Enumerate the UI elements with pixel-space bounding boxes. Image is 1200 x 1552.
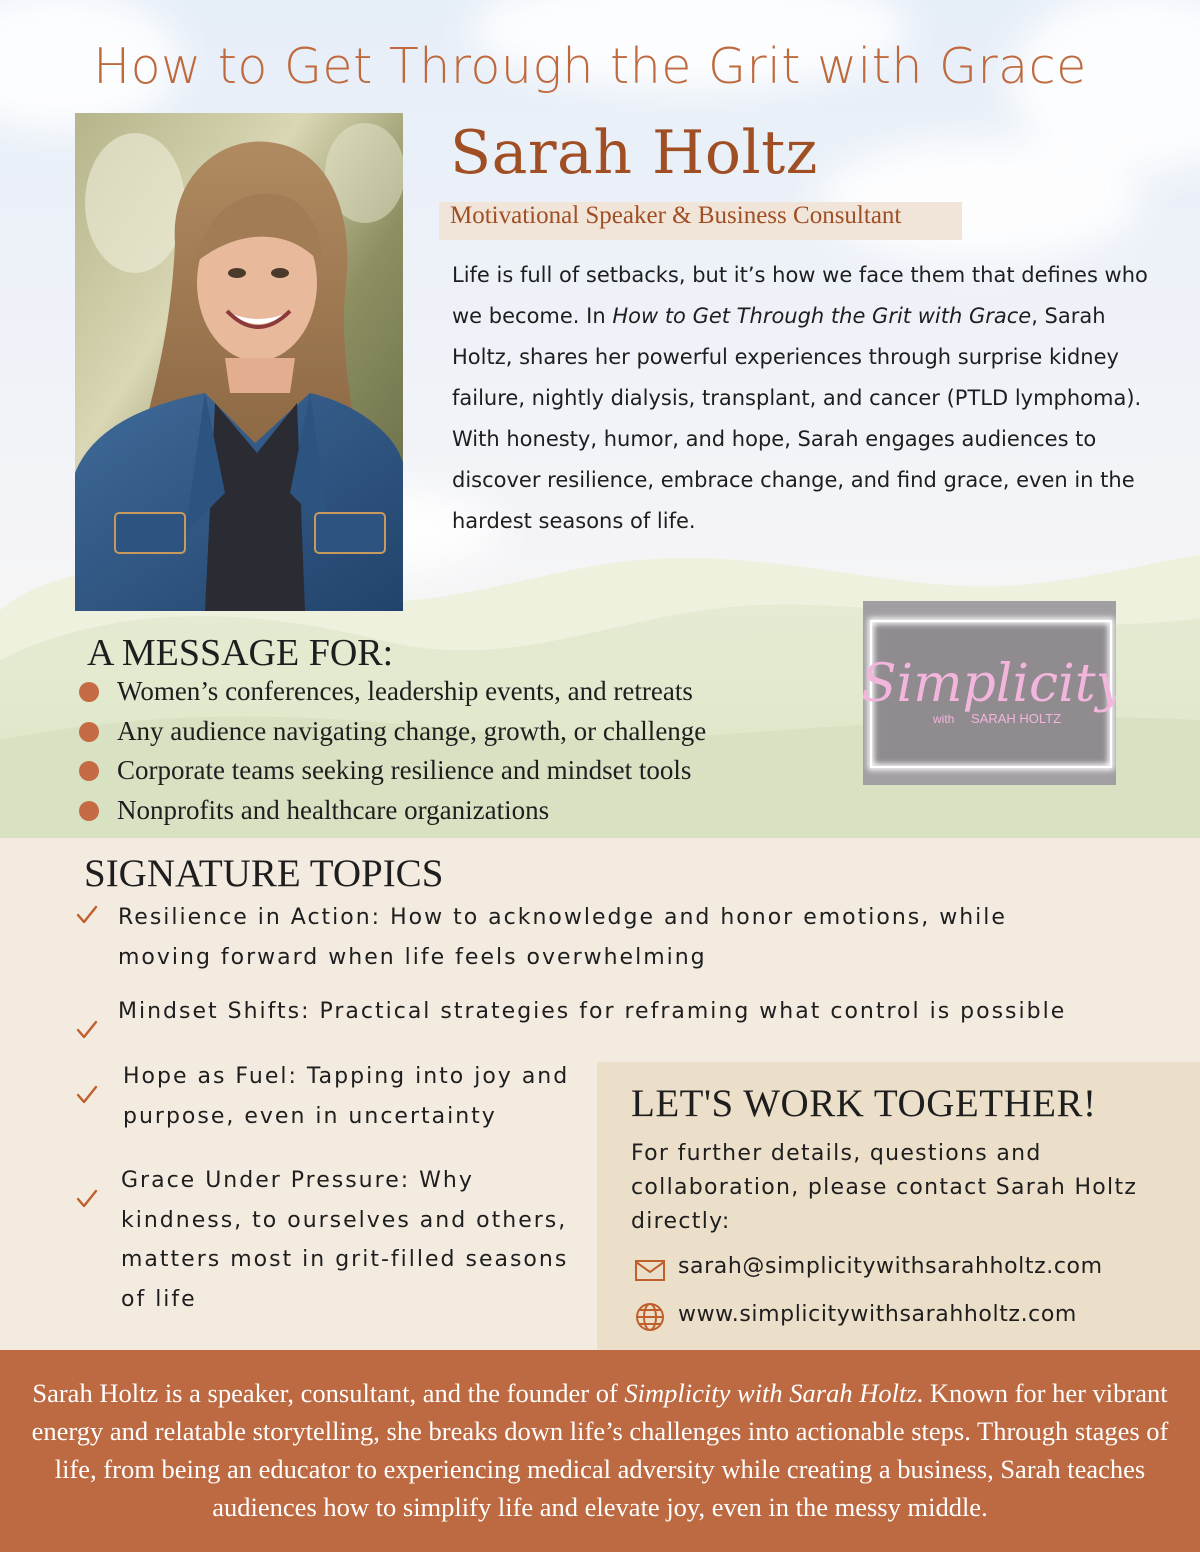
topic-item: Grace Under Pressure: Why kindness, to ourselves and others, matters most in grit-filled seasons of life bbox=[121, 1168, 569, 1312]
check-icon bbox=[75, 1083, 99, 1107]
headline: How to Get Through the Grit with Grace bbox=[93, 38, 1087, 95]
one-sheet-page: How to Get Through the Grit with Grace Sarah Holtz Motivational Speaker & Business Consultant Life is full of setbacks, but it’s how we face them that defines who we become. In How to Get Through the Grit with Grace, Sarah Holtz, shares her powerful experiences through surprise kidney failure, nightly dialysis, transplant, and cancer (PTLD lymphoma). With honesty, humor, and hope, Sarah engages audiences to discover resilience, embrace change, and find grace, even in the hardest seasons of life. Simplicity with SARAH HOLTZ A MESSAGE FOR: Women’s conferences, leadership events, and retreats Any audience navigating change, growth, or challenge Corporate teams seeking resilience and mindset tools Nonprofits and healthcare organizations SIGNATURE TOPICS Resilience in Action: How to acknowledge and honor emotions, while moving forward when life feels overwhelming Mindset Shifts: Practical strategies for reframing what control is possible Hope as Fuel: Tapping into joy and purpose, even in uncertainty Grace Under Pressure: Why kindness, to ourselves and others, matters most in grit-filled seasons of life LET'S WORK TOGETHER! For further details, questions and collaboration, please contact Sarah Holtz directly: sarah@simplicitywithsarahholtz.com www.simplicitywithsarahholtz.com Sarah Holtz is a speaker, consultant, and the founder of Simplicity with Sarah Holtz. Known for her vibrant energy and relatable storytelling, she breaks down life’s challenges into actionable steps. Through stages of life, from being an educator to experiencing medical adversity while creating a business, Sarah teaches audiences how to simplify life and elevate joy, even in the messy middle. bbox=[0, 0, 1200, 1552]
circle-bullet-icon bbox=[79, 761, 99, 781]
intro-text-2: , Sarah Holtz, shares her powerful experiences through surprise kidney failure, nightly dialysis, transplant, and cancer (PTLD lymphoma). With honesty, humor, and hope, Sarah engages audiences to discover resilience, embrace change, and find grace, even in the hardest seasons of life. bbox=[452, 304, 1142, 533]
topic-item: Resilience in Action: How to acknowledge and honor emotions, while moving forward when life feels overwhelming bbox=[118, 905, 1007, 970]
contact-title: LET'S WORK TOGETHER! bbox=[631, 1082, 1097, 1125]
logo-with-text: with bbox=[933, 712, 955, 726]
bio-text-1: Sarah Holtz is a speaker, consultant, and the founder of bbox=[32, 1378, 625, 1408]
check-icon bbox=[75, 903, 99, 927]
circle-bullet-icon bbox=[79, 682, 99, 702]
check-icon bbox=[75, 1018, 99, 1042]
simplicity-logo bbox=[863, 601, 1116, 785]
audience-title: A MESSAGE FOR: bbox=[87, 632, 394, 674]
speaker-photo bbox=[75, 113, 403, 611]
circle-bullet-icon bbox=[79, 801, 99, 821]
globe-icon bbox=[634, 1301, 666, 1333]
intro-paragraph bbox=[452, 255, 1172, 542]
topics-title: SIGNATURE TOPICS bbox=[84, 852, 444, 895]
logo-brand-text: SARAH HOLTZ bbox=[971, 711, 1062, 726]
check-icon bbox=[75, 1187, 99, 1211]
circle-bullet-icon bbox=[79, 722, 99, 742]
email-link[interactable]: sarah@simplicitywithsarahholtz.com bbox=[678, 1254, 1103, 1279]
logo-script-text: Simplicity bbox=[863, 654, 1116, 714]
topic-item: Mindset Shifts: Practical strategies for reframing what control is possible bbox=[118, 999, 1067, 1024]
website-link[interactable]: www.simplicitywithsarahholtz.com bbox=[678, 1302, 1077, 1327]
intro-book-title: How to Get Through the Grit with Grace bbox=[612, 304, 1032, 328]
intro-text-1: Life is full of setbacks, but it’s how we face them that defines who we become. In bbox=[452, 263, 1148, 328]
mail-icon bbox=[634, 1254, 666, 1286]
bio-paragraph bbox=[20, 1374, 1180, 1526]
topic-item: Hope as Fuel: Tapping into joy and purpose, even in uncertainty bbox=[123, 1064, 570, 1129]
contact-text: For further details, questions and collaboration, please contact Sarah Holtz directly: bbox=[631, 1141, 1138, 1234]
bio-company: Simplicity with Sarah Holtz bbox=[624, 1378, 917, 1408]
bio-text-2: . Known for her vibrant energy and relatable storytelling, she breaks down life’s challenges into actionable steps. Through stages of life, from being an educator to experiencing medical adversity while creating a business, Sarah teaches audiences how to simplify life and elevate joy, even in the messy middle. bbox=[31, 1378, 1169, 1522]
speaker-name: Sarah Holtz bbox=[450, 118, 818, 188]
speaker-title: Motivational Speaker & Business Consultant bbox=[450, 202, 902, 229]
